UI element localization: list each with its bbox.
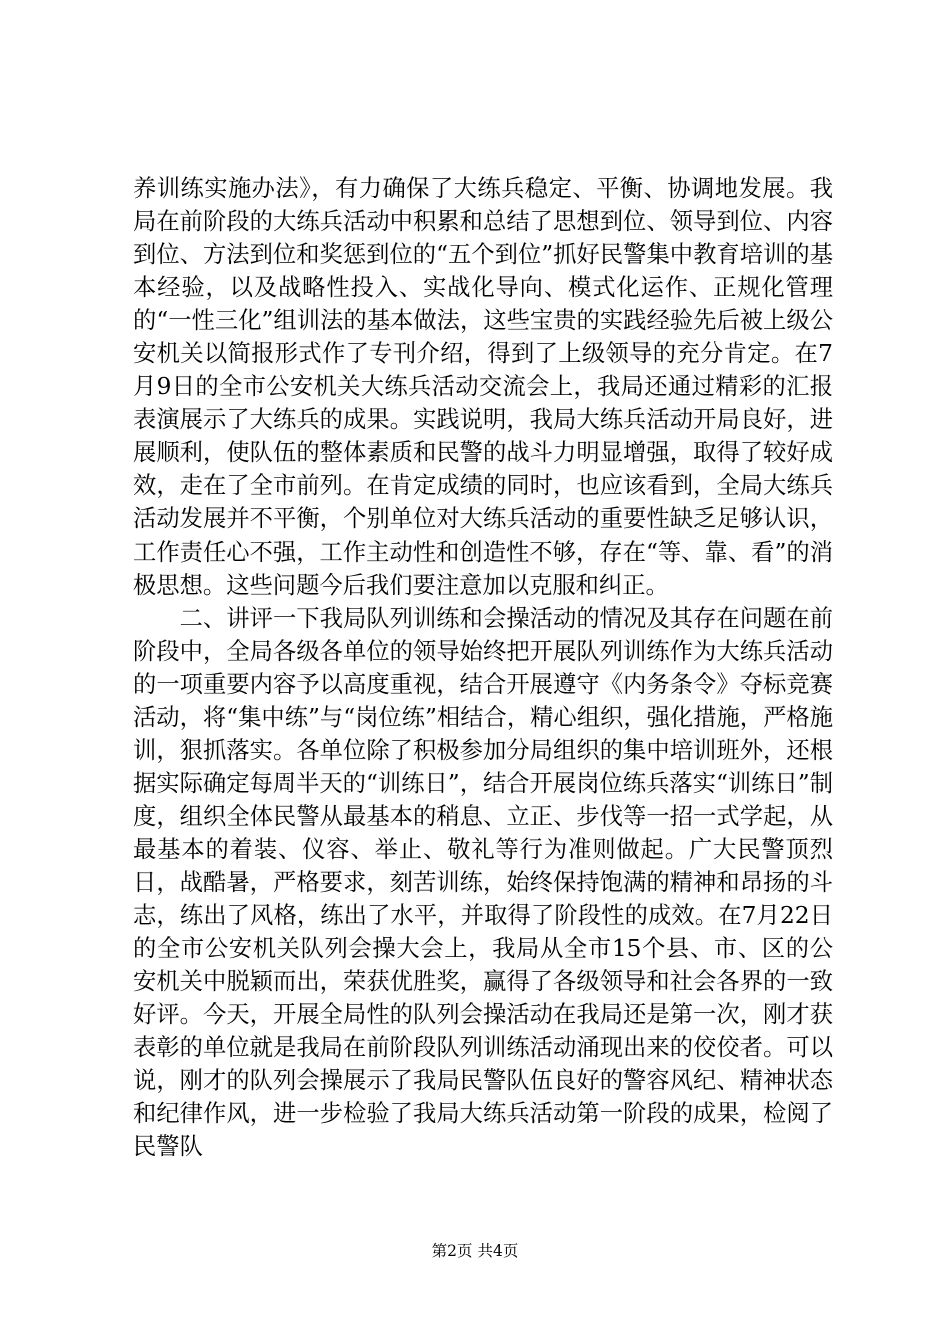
document-body (133, 172, 833, 1163)
page-number-label: 第2页 共4页 (431, 1242, 519, 1260)
page-footer (0, 1241, 950, 1261)
paragraph-2: 二、讲评一下我局队列训练和会操活动的情况及其存在问题在前阶段中，全局各级各单位的领导始终把开展队列训练作为大练兵活动的一项重要内容予以高度重视，结合开展遵守《内务条令》夺标竞赛活动，将“集中练”与“岗位练”相结合，精心组织，强化措施，严格施训，狠抓落实。各单位除了积极参加分局组织的集中培训班外，还根据实际确定每周半天的“训练日”，结合开展岗位练兵落实“训练日”制度，组织全体民警从最基本的稍息、立正、步伐等一招一式学起，从最基本的着装、仪容、举止、敬礼等行为准则做起。广大民警顶烈日，战酷暑，严格要求，刻苦训练，始终保持饱满的精神和昂扬的斗志，练出了风格，练出了水平，并取得了阶段性的成效。在7月22日的全市公安机关队列会操大会上，我局从全市15个县、市、区的公安机关中脱颖而出，荣获优胜奖，赢得了各级领导和社会各界的一致好评。今天，开展全局性的队列会操活动在我局还是第一次，刚才获表彰的单位就是我局在前阶段队列训练活动涌现出来的佼佼者。可以说，刚才的队列会操展示了我局民警队伍良好的警容风纪、精神状态和纪律作风，进一步检验了我局大练兵活动第一阶段的成果，检阅了民警队 (133, 604, 833, 1161)
paragraph-1: 养训练实施办法》，有力确保了大练兵稳定、平衡、协调地发展。我局在前阶段的大练兵活动中积累和总结了思想到位、领导到位、内容到位、方法到位和奖惩到位的“五个到位”抓好民警集中教育培训的基本经验，以及战略性投入、实战化导向、模式化运作、正规化管理的“一性三化”组训法的基本做法，这些宝贵的实践经验先后被上级公安机关以简报形式作了专刊介绍，得到了上级领导的充分肯定。在7月9日的全市公安机关大练兵活动交流会上，我局还通过精彩的汇报表演展示了大练兵的成果。实践说明，我局大练兵活动开局良好，进展顺利，使队伍的整体素质和民警的战斗力明显增强，取得了较好成效，走在了全市前列。在肯定成绩的同时，也应该看到，全局大练兵活动发展并不平衡，个别单位对大练兵活动的重要性缺乏足够认识，工作责任心不强，工作主动性和创造性不够，存在“等、靠、看”的消极思想。这些问题今后我们要注意加以克服和纠正。 (133, 175, 833, 599)
